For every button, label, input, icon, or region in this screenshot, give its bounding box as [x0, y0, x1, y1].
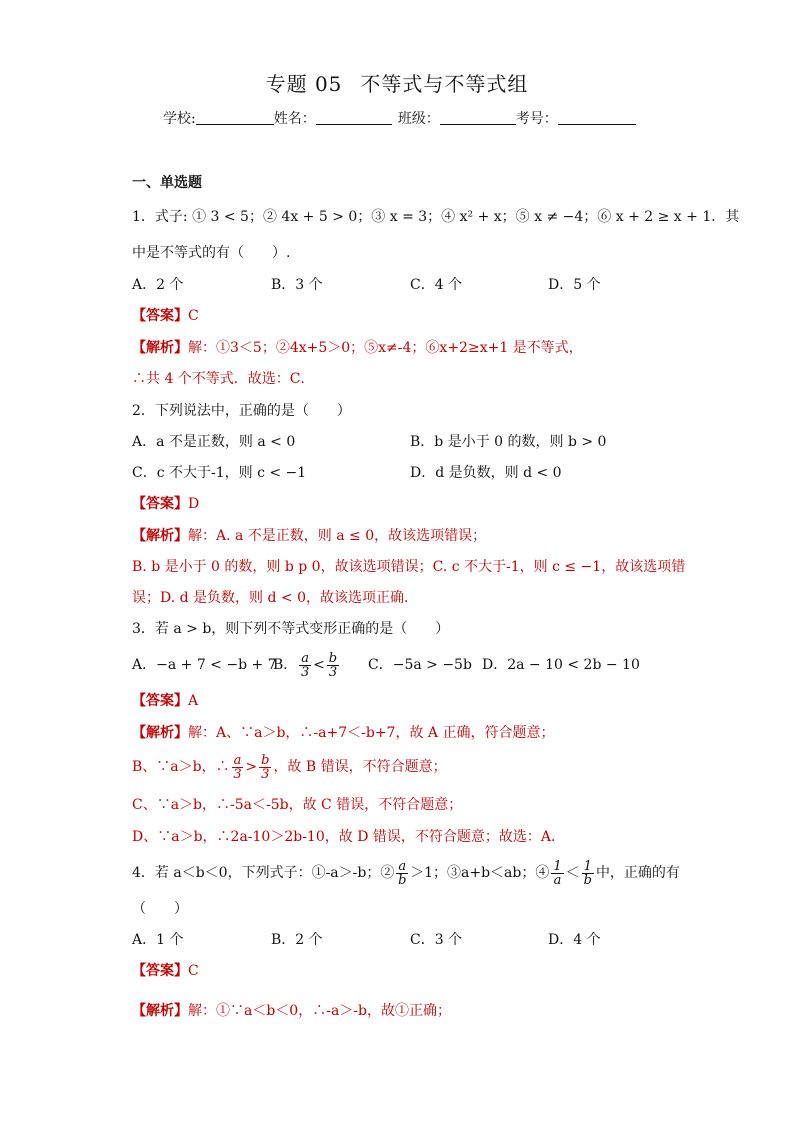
- fraction-denominator: 3: [328, 664, 338, 680]
- q3-answer: [132, 692, 198, 710]
- student-info-row: [163, 108, 636, 128]
- q2-analysis-3: 误；D. d 是负数，则 d < 0，故该选项正确．: [132, 590, 418, 606]
- fraction-a-over-b: [396, 860, 408, 887]
- q3-option-c: C．−5a > −5b: [368, 657, 472, 673]
- q1-answer: [132, 307, 199, 325]
- greater-than-sign: >: [245, 759, 258, 775]
- q1-option-d: D．5 个: [548, 277, 601, 293]
- answer-value: A: [188, 693, 199, 709]
- fraction-1-over-b: [582, 860, 594, 887]
- q2-option-b: B．b 是小于 0 的数，则 b > 0: [410, 434, 607, 450]
- title-number: 专题 05: [265, 72, 343, 96]
- analysis-tag: 【解析】: [132, 528, 188, 544]
- fraction-numerator: 1: [583, 858, 592, 874]
- stem-text: ＞1；③a+b＜ab；④: [410, 865, 550, 881]
- q4-analysis-1: [132, 1002, 451, 1020]
- q1-stem-line1: 1．式子: ① 3 < 5；② 4x + 5 > 0；③ x = 3；④ x² + x；⑤ x ≠ −4；⑥ x + 2 ≥ x + 1．其: [132, 209, 740, 225]
- q1-option-c: C．4 个: [410, 277, 463, 293]
- less-than-sign: ＜: [565, 865, 580, 881]
- q2-answer: [132, 495, 199, 513]
- stem-text: 4．若 a＜b＜0，下列式子：①-a＞-b；②: [132, 865, 395, 881]
- fraction-1-over-a: [551, 860, 563, 887]
- q2-option-c: C．c 不大于-1，则 c < −1: [132, 465, 307, 481]
- q3-analysis-4: D、∵a＞b，∴2a-10＞2b-10，故 D 错误，不符合题意；故选：A．: [132, 829, 565, 845]
- q1-option-b: B．3 个: [271, 277, 323, 293]
- fraction-numerator: b: [261, 752, 270, 768]
- answer-tag: 【答案】: [132, 963, 188, 979]
- fraction-a-over-3: [232, 754, 244, 781]
- q1-stem-line2: 中是不等式的有（ ）.: [132, 245, 291, 261]
- school-label: 学校:: [163, 111, 196, 127]
- answer-value: C: [188, 308, 199, 324]
- analysis-tag: 【解析】: [132, 340, 188, 356]
- name-label: 姓名：: [273, 111, 316, 127]
- analysis-text: 解：A、∵a＞b，∴-a+7＜-b+7，故 A 正确，符合题意；: [188, 725, 555, 741]
- q2-stem: 2．下列说法中，正确的是（ ）: [132, 403, 351, 419]
- answer-value: D: [188, 496, 200, 512]
- analysis-text: 解：①3＜5；②4x+5＞0；⑤x≠-4；⑥x+2≥x+1 是不等式，: [188, 340, 583, 356]
- q1-analysis-1: [132, 339, 583, 357]
- q4-stem-line2: （ ）: [132, 901, 188, 917]
- q4-option-b: B．2 个: [271, 932, 323, 948]
- fraction-numerator: a: [233, 752, 242, 768]
- q3-option-a: A．−a + 7 < −b + 7: [132, 657, 277, 673]
- fraction-numerator: b: [328, 650, 338, 666]
- q1-analysis-2: ∴共 4 个不等式．故选：C．: [132, 371, 315, 387]
- fraction-numerator: 1: [553, 858, 562, 874]
- q3-options: [132, 650, 640, 680]
- analysis-text: ，故 B 错误，不符合题意；: [273, 759, 447, 775]
- q4-option-a: A．1 个: [132, 932, 184, 948]
- analysis-text: 解：①∵a＜b＜0，∴-a＞-b，故①正确；: [188, 1003, 451, 1019]
- q2-option-d: D．d 是负数，则 d < 0: [410, 465, 562, 481]
- fraction-b-over-3: [259, 754, 271, 781]
- q2-analysis-1: [132, 527, 486, 545]
- analysis-text: B、∵a＞b，∴: [132, 759, 230, 775]
- q4-option-d: D．4 个: [548, 932, 601, 948]
- analysis-tag: 【解析】: [132, 1003, 188, 1019]
- fraction-denominator: a: [553, 872, 562, 888]
- fraction-numerator: a: [398, 858, 407, 874]
- stem-text: 中，正确的有: [595, 865, 680, 881]
- less-than-sign: <: [313, 657, 325, 673]
- analysis-text: 解：A. a 不是正数，则 a ≤ 0，故该选项错误；: [188, 528, 487, 544]
- answer-value: C: [188, 963, 199, 979]
- q3-analysis-3: C、∵a＞b，∴-5a＜-5b，故 C 错误，不符合题意；: [132, 797, 463, 813]
- q4-stem: [132, 858, 680, 888]
- fraction-numerator: a: [301, 650, 310, 666]
- title-text: 不等式与不等式组: [360, 72, 529, 96]
- q3-stem: 3．若 a > b，则下列不等式变形正确的是（ ）: [132, 621, 450, 637]
- q1-option-a: A．2 个: [132, 277, 184, 293]
- fraction-denominator: 3: [301, 664, 310, 680]
- fraction-a-over-3: [299, 652, 311, 679]
- fraction-denominator: 3: [261, 766, 270, 782]
- section-heading: 一、单选题: [132, 175, 202, 191]
- q3-analysis-2: [132, 752, 447, 782]
- school-blank: [196, 110, 274, 125]
- q4-answer: [132, 962, 199, 980]
- fraction-b-over-3: [327, 652, 339, 679]
- fraction-denominator: 3: [233, 766, 242, 782]
- q4-option-c: C．3 个: [410, 932, 463, 948]
- option-b-label: B．: [273, 657, 298, 673]
- name-blank: [316, 110, 392, 125]
- q2-option-a: A．a 不是正数，则 a < 0: [132, 434, 296, 450]
- analysis-tag: 【解析】: [132, 725, 188, 741]
- q3-analysis-1: [132, 724, 554, 742]
- fraction-denominator: b: [583, 872, 592, 888]
- q3-option-b: [273, 650, 341, 680]
- class-blank: [440, 110, 516, 125]
- exam-no-label: 考号：: [515, 111, 558, 127]
- q3-option-d: D．2a − 10 < 2b − 10: [482, 657, 640, 673]
- answer-tag: 【答案】: [132, 496, 188, 512]
- page-title: [0, 68, 794, 97]
- class-label: 班级：: [397, 111, 440, 127]
- answer-tag: 【答案】: [132, 693, 188, 709]
- q2-analysis-2: B. b 是小于 0 的数，则 b p 0，故该选项错误；C. c 不大于-1，则 c ≤ −1，故该选项错: [132, 559, 686, 575]
- answer-tag: 【答案】: [132, 308, 188, 324]
- fraction-denominator: b: [398, 872, 407, 888]
- exam-no-blank: [558, 110, 636, 125]
